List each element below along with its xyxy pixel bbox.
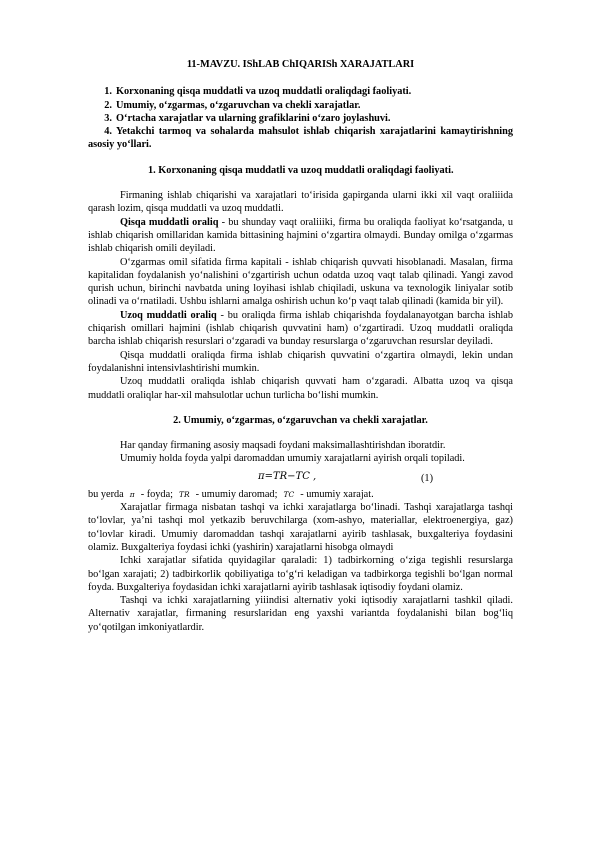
topic-text: Korxonaning qisqa muddatli va uzoq muddatli oraliqdagi faoliyati. (116, 86, 412, 98)
paragraph: Ichki xarajatlar sifatida quyidagilar qaraladi: 1) tadbirkorning o‘ziga tegishli resurslarga bo‘lgan xarajati; 2) tadbirkorlik qobiliyatiga to‘g‘ri keladigan va tadbirkorga tegishli bo‘lgan normal foyda. Buxgalteriya foydasidan ichki xarajatlarni ayirib tashlasak iqtisodiy foydani olamiz. (88, 555, 513, 593)
topic-text: O‘rtacha xarajatlar va ularning grafiklarini o‘zaro joylashuvi. (116, 112, 391, 124)
section-1-heading: 1. Korxonaning qisqa muddatli va uzoq muddatli oraliqdagi faoliyati. (148, 164, 454, 176)
document-page (88, 58, 513, 634)
topic-item (88, 85, 513, 98)
profit-formula: π=TR−TC , (258, 470, 317, 482)
paragraph: Firmaning ishlab chiqarishi va xarajatlari to‘irisida gapirganda ularni ikki xil vaqt oraliiida qarash lozim, qisqa muddatli va uzoq muddatli. (88, 190, 513, 215)
paragraph (88, 216, 513, 256)
paragraph: Har qanday firmaning asosiy maqsadi foydani maksimallashtirishdan iboratdir. (120, 440, 446, 452)
definition-text: - bu shunday vaqt oraliiiki, firma bu oraliqda faoliyat ko‘rsatganda, u ishlab chiqarish omillaridan kamida bittasining hajmini o‘zgartira olmaydi. Bunday omilga o‘zgarmas ishlab chiqarish omili deyiladi. (88, 216, 513, 255)
topic-number: 2. (104, 99, 112, 111)
topic-item (88, 125, 513, 152)
topic-number: 4. (104, 126, 112, 138)
paragraph: O‘zgarmas omil sifatida firma kapitali - ishlab chiqarish quvvati hisoblanadi. Masalan, firma kapitalidan foydalanish yo‘nalishini o‘zgartirish uchun odatda uzoq vaqt talab qilinadi. Yangi zavod qurish uchun, birinchi navbatda uning loyihasi ishlab chiqiladi, uskuna va texnologik liniyalar sotib olinadi va o‘rnatiladi. Ushbu ishlarni amalga oshirish uchun ko‘p vaqt talab qilinadi (kamida bir yil). (88, 256, 513, 308)
legend-prefix: bu yerda (88, 488, 124, 500)
term-long-run: Uzoq muddatli oraliq (120, 309, 217, 321)
definition-text: - bu oraliqda firma ishlab chiqarishda foydalanayotgan barcha ishlab chiqarish omillari hajmini (ishlab chiqarish quvvatini ham) o‘zgartiradi. Uzoq muddatli oraliqda barcha ishlab chiqarish resurslari o‘zgaradi va bunday resurslarga o‘zgaruvchan resurslar deyiladi. (88, 309, 514, 348)
legend-pi: - foyda; (140, 488, 173, 500)
topic-text: Umumiy, o‘zgarmas, o‘zgaruvchan va chekli xarajatlar. (116, 99, 361, 111)
paragraph (88, 309, 513, 349)
legend-tr: - umumiy daromad; (195, 488, 278, 500)
symbol-pi: π (129, 489, 135, 499)
topic-item (88, 99, 513, 112)
formula-legend (88, 488, 513, 501)
symbol-tc: TC (283, 489, 295, 499)
topic-item (88, 112, 513, 125)
paragraph: Xarajatlar firmaga nisbatan tashqi va ichki xarajatlarga bo‘linadi. Tashqi xarajatlarga tashqi to‘lovlar, ya’ni tashqi mol yetkazib beruvchilarga (xom-ashyo, materiallar, elektroenergiya, gaz) to‘lovlar kiradi. Umumiy daromaddan tashqi xarajatlarni ayirib tashlasak, buxgalteriya foydasini olamiz. Buxgalteriya foydasi ichki (yashirin) xarajatlarni hisobga olmaydi (88, 502, 513, 553)
formula-block (88, 468, 513, 486)
topic-text: Yetakchi tarmoq va sohalarda mahsulot ishlab chiqarish xarajatlarini kamaytirishning asosiy yo‘llari. (88, 126, 513, 151)
topic-number: 1. (104, 86, 112, 98)
topic-list (88, 85, 513, 151)
term-short-run: Qisqa muddatli oraliq (120, 216, 219, 228)
paragraph: Qisqa muddatli oraliqda firma ishlab chiqarish quvvatini o‘zgartira olmaydi, lekin undan foydalanishni intensivlashtirishi mumkin. (88, 349, 513, 374)
paragraph: Uzoq muddatli oraliqda ishlab chiqarish quvvati ham o‘zgaradi. Albatta uzoq va qisqa muddatli oraliqlar har-xil mahsulotlar uchun turlicha bo‘lishi mumkin. (88, 376, 513, 401)
document-title: 11-MAVZU. IShLAB ChIQARISh XARAJATLARI (186, 59, 415, 70)
formula-number: (1) (421, 472, 434, 484)
paragraph: Umumiy holda foyda yalpi daromaddan umumiy xarajatlarni ayirish orqali topiladi. (120, 453, 465, 465)
section-2-heading: 2. Umumiy, o‘zgarmas, o‘zgaruvchan va chekli xarajatlar. (173, 414, 428, 426)
paragraph: Tashqi va ichki xarajatlarning yiiindisi alternativ yoki iqtisodiy xarajatlarni tashkil qiladi. Alternativ xarajatlar, firmaning resurslaridan eng yaxshi variantda foydalanishi bilan bog‘liq yo‘qotilgan imkoniyatlardir. (88, 595, 513, 633)
legend-tc: - umumiy xarajat. (300, 488, 374, 500)
topic-number: 3. (104, 112, 112, 124)
symbol-tr: TR (179, 489, 190, 499)
